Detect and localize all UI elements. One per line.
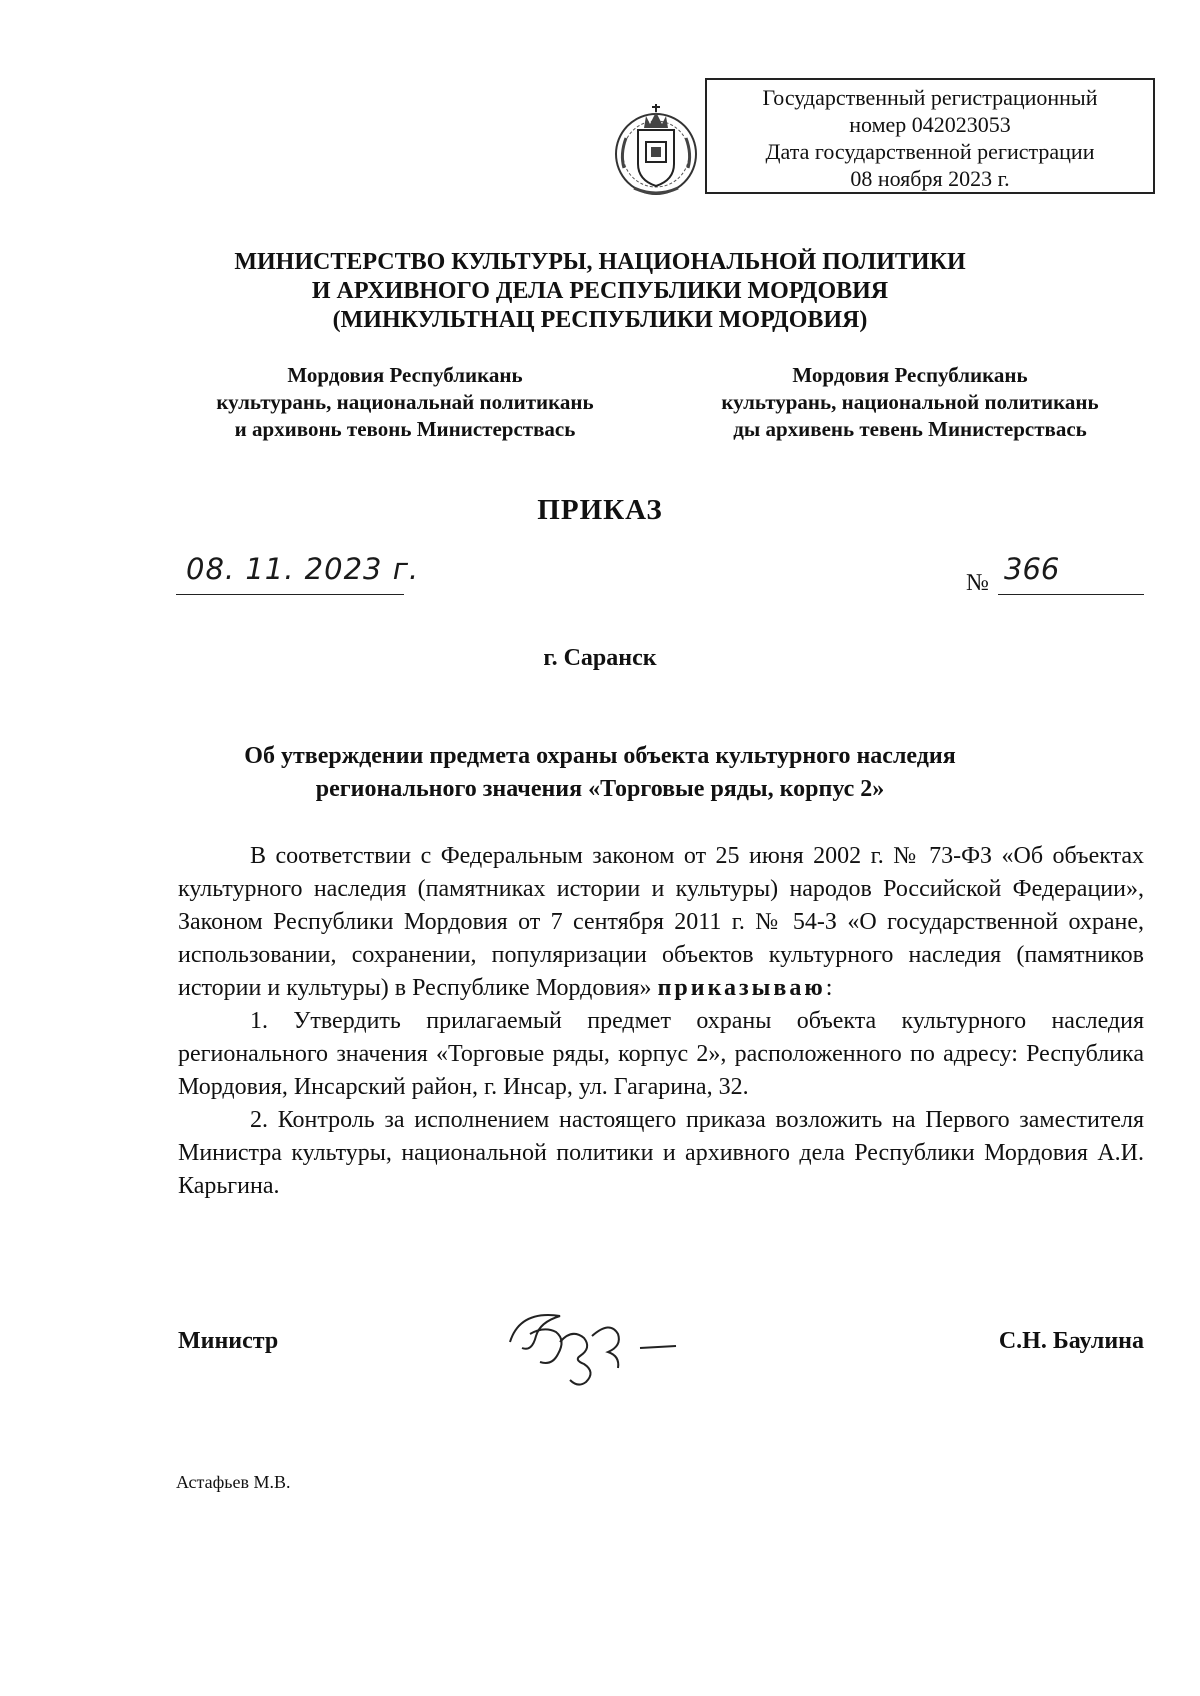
ministry-line-1: МИНИСТЕРСТВО КУЛЬТУРЫ, НАЦИОНАЛЬНОЙ ПОЛИТИКИ: [234, 249, 966, 275]
order-date: 08. 11. 2023 г.: [186, 552, 420, 586]
subject-line-1: Об утверждении предмета охраны объекта культурного наследия: [244, 743, 956, 769]
preamble-paragraph: [178, 840, 1144, 1005]
order-word: приказываю: [657, 975, 826, 1001]
order-body: [178, 840, 1144, 1203]
registration-number: номер 042023053: [849, 112, 1011, 137]
moksha-line-3: и архивонь тевонь Министерствась: [234, 417, 576, 441]
order-colon: :: [825, 975, 833, 1001]
executor-name: Астафьев М.В.: [176, 1472, 291, 1492]
erzya-line-3: ды архивень тевень Министерствась: [733, 417, 1087, 441]
ministry-header: [0, 248, 1200, 335]
city: г. Саранск: [543, 645, 657, 671]
item-2: 2. Контроль за исполнением настоящего приказа возложить на Первого заместителя Министра культуры, национальной политики и архивного дела Республики Мордовия А.И. Карьгина.: [178, 1107, 1144, 1199]
order-number: 366: [1004, 552, 1060, 586]
moksha-line-1: Мордовия Республикань: [287, 363, 523, 387]
handwritten-signature: [500, 1302, 710, 1392]
signatory-name: С.Н. Баулина: [998, 1328, 1144, 1354]
subject-line-2: регионального значения «Торговые ряды, корпус 2»: [315, 776, 885, 802]
preamble-text: В соответствии с Федеральным законом от 25 июня 2002 г. № 73-ФЗ «Об объектах культурного наследия (памятниках истории и культуры) народов Российской Федерации», Законом Республики Мордовия от 7 сентября 2011 г. № 54-З «О государственной охране, использовании, сохранении, популяризации объектов культурного наследия (памятников истории и культуры) в Республике Мордовия»: [178, 843, 1144, 1001]
number-label: №: [966, 570, 989, 596]
registration-line-3: Дата государственной регистрации: [765, 139, 1095, 164]
coat-of-arms-emblem: [604, 98, 708, 202]
order-subject: [0, 740, 1200, 806]
ministry-name-moksha: [180, 362, 630, 443]
ministry-line-2: И АРХИВНОГО ДЕЛА РЕСПУБЛИКИ МОРДОВИЯ: [311, 278, 889, 304]
ministry-name-erzya: [680, 362, 1140, 443]
erzya-line-1: Мордовия Республикань: [792, 363, 1028, 387]
erzya-line-2: культурань, национальной политикань: [721, 390, 1099, 414]
moksha-line-2: культурань, национальнай политикань: [216, 390, 594, 414]
document-title: ПРИКАЗ: [537, 494, 663, 526]
item-1: 1. Утвердить прилагаемый предмет охраны объекта культурного наследия регионального значения «Торговые ряды, корпус 2», расположенного по адресу: Республика Мордовия, Инсарский район, г. Инсар, ул. Гагарина, 32.: [178, 1008, 1144, 1100]
registration-stamp-box: [705, 78, 1155, 194]
registration-line-1: Государственный регистрационный: [762, 85, 1098, 110]
registration-date: 08 ноября 2023 г.: [850, 166, 1010, 191]
signatory-position: Министр: [178, 1328, 279, 1354]
ministry-line-3: (МИНКУЛЬТНАЦ РЕСПУБЛИКИ МОРДОВИЯ): [332, 307, 868, 333]
